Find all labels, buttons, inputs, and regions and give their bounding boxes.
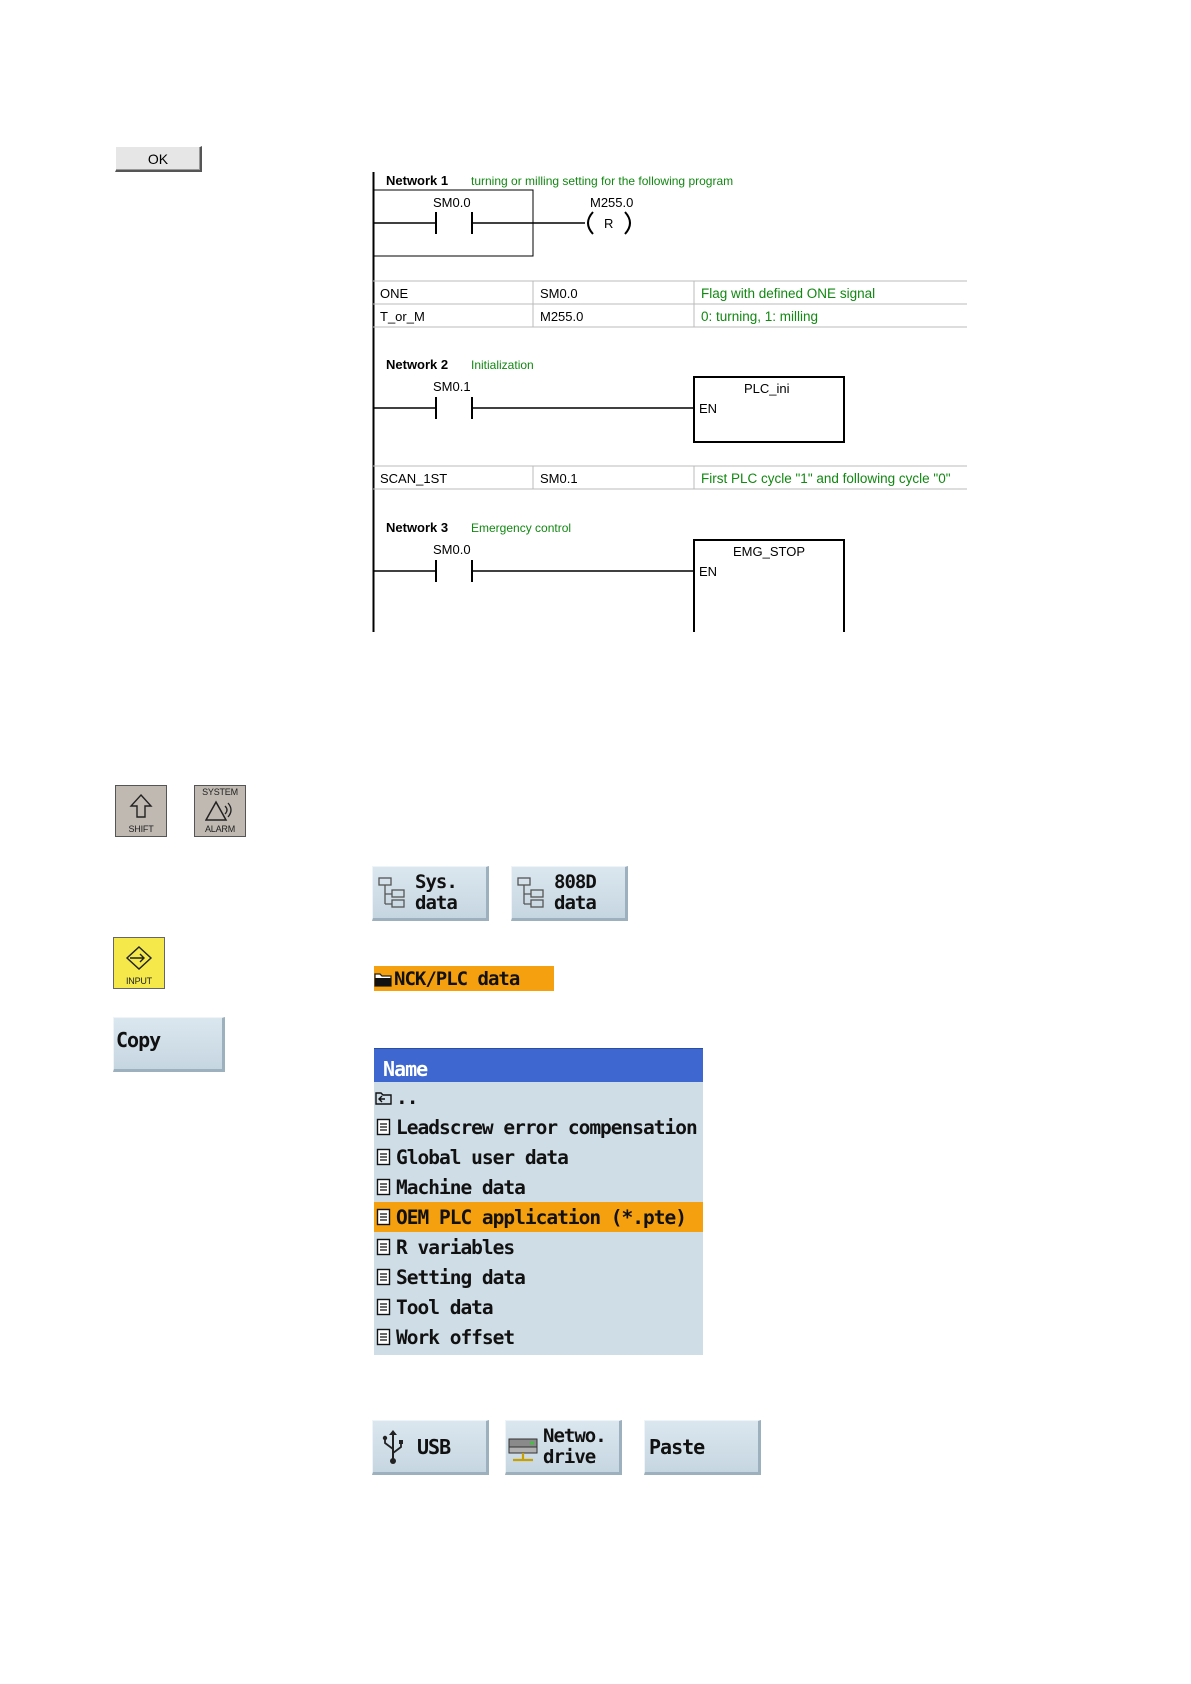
document-icon — [375, 1267, 393, 1287]
input-arrow-icon — [124, 946, 154, 970]
sys-data-line2: data — [415, 891, 457, 914]
copy-label: Copy — [116, 1027, 161, 1052]
list-item-label: Tool data — [396, 1295, 493, 1319]
list-item-label: Global user data — [396, 1145, 568, 1169]
network3-label: Network 3 — [386, 520, 449, 535]
paste-softkey[interactable] — [644, 1420, 761, 1475]
tree-icon — [377, 876, 407, 910]
network1-comment: turning or milling setting for the following program — [471, 174, 734, 188]
symbol-name: T_or_M — [380, 309, 425, 324]
symbol-table-1 — [373, 281, 967, 327]
parent-folder-icon — [375, 1087, 393, 1107]
list-item[interactable] — [374, 1292, 703, 1322]
copy-softkey[interactable] — [113, 1017, 225, 1072]
network1-coil-address: M255.0 — [590, 195, 634, 210]
symbol-table-2 — [373, 466, 967, 489]
list-item-label: Leadscrew error compensation — [396, 1115, 697, 1139]
symbol-comment: First PLC cycle "1" and following cycle "0" — [701, 471, 951, 486]
symbol-comment: 0: turning, 1: milling — [701, 309, 819, 324]
network-drive-softkey[interactable] — [505, 1420, 622, 1475]
symbol-comment: Flag with defined ONE signal — [701, 286, 876, 301]
network-drive-line1: Netwo. — [543, 1424, 606, 1447]
parent-directory-label: .. — [396, 1085, 418, 1109]
usb-label: USB — [417, 1434, 451, 1459]
symbol-name: SCAN_1ST — [380, 471, 448, 486]
paste-label: Paste — [649, 1434, 705, 1459]
list-item[interactable] — [374, 1322, 703, 1352]
network1-coil-left — [588, 212, 593, 234]
list-item[interactable] — [374, 1112, 703, 1142]
file-list — [374, 1048, 703, 1355]
ok-button[interactable]: OK — [115, 146, 202, 172]
list-item[interactable] — [374, 1262, 703, 1292]
document-icon — [375, 1117, 393, 1137]
nck-plc-data-label: NCK/PLC data — [394, 967, 520, 990]
list-item[interactable] — [374, 1232, 703, 1262]
network1-coil-right — [625, 212, 630, 234]
system-alarm-key-label: ALARM — [204, 824, 235, 834]
list-item-label: Machine data — [396, 1175, 525, 1199]
sys-data-line1: Sys. — [415, 870, 457, 893]
document-icon — [375, 1147, 393, 1167]
document-icon — [375, 1327, 393, 1347]
sys-data-softkey[interactable] — [372, 866, 489, 921]
network-drive-icon — [507, 1429, 539, 1465]
system-alarm-key[interactable] — [194, 785, 246, 837]
list-item-label: Setting data — [396, 1265, 525, 1289]
parent-directory-item[interactable] — [374, 1082, 703, 1112]
network1-label: Network 1 — [386, 173, 449, 188]
list-item[interactable] — [374, 1142, 703, 1172]
808d-data-line1: 808D — [554, 870, 596, 893]
document-icon — [375, 1207, 393, 1227]
plc-ini-en-pin: EN — [699, 401, 718, 416]
list-item-selected[interactable] — [374, 1202, 703, 1232]
usb-icon — [379, 1429, 407, 1465]
network1-contact-address: SM0.0 — [433, 195, 471, 210]
input-key[interactable] — [113, 937, 165, 989]
document-icon — [375, 1297, 393, 1317]
list-item-label: R variables — [396, 1235, 515, 1259]
shift-key[interactable] — [115, 785, 167, 837]
emg-stop-en-pin: EN — [699, 564, 718, 579]
list-item[interactable] — [374, 1172, 703, 1202]
network3-comment: Emergency control — [471, 521, 572, 535]
network1-coil-type: R — [604, 216, 614, 231]
808d-data-softkey[interactable] — [511, 866, 628, 921]
emg-stop-title: EMG_STOP — [733, 544, 806, 559]
symbol-address: M255.0 — [540, 309, 584, 324]
nck-plc-data-folder[interactable] — [374, 966, 554, 991]
tree-icon — [516, 876, 546, 910]
ladder-diagram — [372, 172, 972, 632]
file-list-header: Name — [374, 1048, 703, 1082]
document-icon — [375, 1237, 393, 1257]
shift-arrow-icon — [129, 793, 153, 819]
list-item-label: Work offset — [396, 1325, 515, 1349]
network-drive-line2: drive — [543, 1445, 596, 1468]
document-icon — [375, 1177, 393, 1197]
symbol-address: SM0.0 — [540, 286, 578, 301]
network2-contact-address: SM0.1 — [433, 379, 471, 394]
usb-softkey[interactable] — [372, 1420, 489, 1475]
input-key-label: INPUT — [125, 976, 152, 986]
shift-key-label: SHIFT — [128, 824, 154, 834]
network3-contact-address: SM0.0 — [433, 542, 471, 557]
system-alarm-key-top-label: SYSTEM — [202, 787, 238, 797]
folder-icon — [374, 971, 392, 987]
alarm-triangle-icon — [205, 800, 235, 822]
plc-ini-title: PLC_ini — [744, 381, 790, 396]
network2-label: Network 2 — [386, 357, 449, 372]
network2-comment: Initialization — [471, 358, 534, 372]
list-item-label: OEM PLC application (*.pte) — [396, 1205, 686, 1229]
808d-data-line2: data — [554, 891, 596, 914]
symbol-name: ONE — [380, 286, 409, 301]
symbol-address: SM0.1 — [540, 471, 578, 486]
